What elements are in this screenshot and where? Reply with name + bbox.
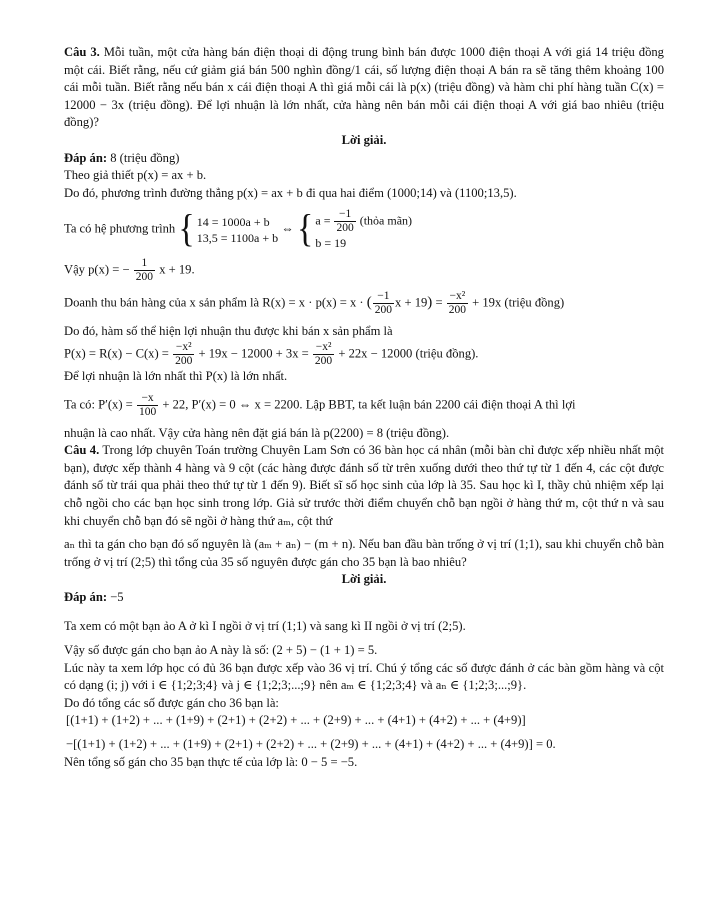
fraction-den: 200 <box>448 304 466 317</box>
fraction-num: −x <box>137 392 158 406</box>
fraction-num: −x² <box>313 341 334 355</box>
profit-fraction-1 <box>173 341 194 368</box>
profit-pre: P(x) = R(x) − C(x) = <box>64 346 169 361</box>
q3-line-result <box>64 257 664 284</box>
profit-mid: + 19x − 12000 + 3x = <box>198 346 309 361</box>
fraction-den: 200 <box>374 304 392 317</box>
right-brace: { <box>297 207 314 251</box>
document-page <box>64 44 664 771</box>
result-fraction <box>134 257 155 284</box>
fraction-num: 1 <box>134 257 155 271</box>
question-3 <box>64 44 664 132</box>
question-4-text-1: Trong lớp chuyên Toán trường Chuyên Lam Sơn có 36 bàn học cá nhân (mỗi bàn chỉ được xếp nhiều nhất một bạn), được xếp thành 4 hàng và 9 cột (các hàng được đánh số từ trên xuống dưới theo thứ tự từ 1 đến 4, các cột được đánh số từ trái qua phải theo thứ tự từ 1 đến 9). Biết sĩ số học sinh của lớp là 35. Sau học kì I, thầy chủ nhiệm xếp lại chỗ ngồi cho các bạn học sinh trong lớp. Giả sử trước thời điểm chuyển chỗ bạn ngồi ở hàng thứ m, cột thứ n và sau khi chuyển chỗ bạn đó sẽ ngồi ở hàng thứ aₘ, cột thứ <box>64 443 664 528</box>
q4-sum-line-1: [(1+1) + (1+2) + ... + (1+9) + (2+1) + (2+2) + ... + (2+9) + ... + (4+1) + (4+2) + ... + (4+9)] <box>66 713 526 728</box>
revenue-post: + 19x (triệu đồng) <box>472 295 565 310</box>
answer-3 <box>64 150 664 168</box>
question-4-label: Câu 4. <box>64 443 100 458</box>
fraction-num: −x² <box>173 341 194 355</box>
question-4-text-2: aₙ thì ta gán cho bạn đó số nguyên là (aₘ + aₙ) − (m + n). Nếu ban đầu bàn trống ở vị trí (1;1), sau khi chuyển chỗ bàn trống ở vị trí (2;5) thì tổng của 35 số nguyên được gán cho 35 bạn là bao nhiêu? <box>64 537 664 569</box>
q4-line-virtual-value: Vậy số được gán cho bạn ảo A này là số: (2 + 5) − (1 + 1) = 5. <box>64 643 378 658</box>
paren-close: ) <box>427 294 433 311</box>
derivative-pre: Ta có: P′(x) = <box>64 396 133 411</box>
q4-sum-line-2: −[(1+1) + (1+2) + ... + (1+9) + (2+1) + (2+2) + ... + (2+9) + ... + (4+1) + (4+2) + ... + (4+9)] = 0. <box>66 737 556 752</box>
equals-sign: = <box>435 295 443 310</box>
solution-b: b = 19 <box>315 236 347 251</box>
answer-3-value: 8 (triệu đồng) <box>110 150 180 165</box>
q3-line-max: Để lợi nhuận là lớn nhất thì P(x) là lớn nhất. <box>64 368 288 383</box>
q3-line-conclusion: nhuận là cao nhất. Vậy cửa hàng nên đặt giá bán là p(2200) = 8 (triệu đồng). <box>64 425 450 440</box>
profit-fraction-2 <box>313 341 334 368</box>
solution-title-3: Lời giải. <box>341 132 387 147</box>
question-3-text: Mỗi tuần, một cửa hàng bán điện thoại di động trung bình bán được 1000 điện thoại A với giá 14 triệu đồng một cái. Biết rằng, nếu cứ giảm giá bán 500 nghìn đồng/1 cái, số lượng điện thoại A bán ra sẽ tăng thêm khoảng 100 cái mỗi tuần. Biết rằng nếu bán x cái điện thoại A thì giá mỗi cái là p(x) (triệu đồng) và hàm chi phí hàng tuần C(x) = 12000 − 3x (triệu đồng). Để lợi nhuận là lớn nhất, cửa hàng nên bán mỗi cái điện thoại A với giá bao nhiêu (triệu đồng)? <box>64 45 664 130</box>
fraction-den: 200 <box>336 222 354 235</box>
q3-line-revenue <box>64 290 664 317</box>
result-lhs: Vậy p(x) = − <box>64 262 130 277</box>
fraction-num: −1 <box>373 290 394 304</box>
fraction-num: −1 <box>334 208 355 222</box>
revenue-fraction-2 <box>447 290 468 317</box>
fraction-den: 200 <box>175 354 193 367</box>
q4-line-virtual: Ta xem có một bạn ảo A ở kì I ngồi ở vị trí (1;1) và sang kì II ngồi ở vị trí (2;5). <box>64 619 466 634</box>
derivative-post: + 22, P′(x) = 0 ⇔ x = 2200. Lập BBT, ta kết luận bán 2200 cái điện thoại A thì lợi <box>162 396 576 411</box>
system-eq2: 13,5 = 1100a + b <box>196 230 279 245</box>
q3-line-profit-intro: Do đó, hàm số thể hiện lợi nhuận thu được khi bán x sản phẩm là <box>64 324 393 339</box>
solution-a-note: (thỏa mãn) <box>359 213 413 228</box>
q4-line-full-class: Lúc này ta xem lớp học có đủ 36 bạn được xếp vào 36 vị trí. Chú ý tổng các số được đánh ở các bàn gồm hàng và cột có dạng (i; j) với i ∈ {1;2;3;4} và j ∈ {1;2;3;...;9} nên aₘ ∈ {1;2;3;4} và aₙ ∈ {1;2;3;...;9}. <box>64 660 664 693</box>
fraction-num: −x² <box>447 290 468 304</box>
solution-a-fraction <box>334 208 355 235</box>
revenue-fraction-1 <box>373 290 394 317</box>
fraction-den: 100 <box>138 405 157 418</box>
equivalence-arrow: ⇔ <box>281 221 294 236</box>
q3-system <box>64 208 664 251</box>
system-intro: Ta có hệ phương trình <box>64 221 176 236</box>
system-eq1: 14 = 1000a + b <box>196 214 270 229</box>
result-rhs: x + 19. <box>159 262 195 277</box>
q3-line-assumption: Theo giả thiết p(x) = ax + b. <box>64 168 207 183</box>
system-left <box>178 207 279 251</box>
revenue-mid: x + 19 <box>395 295 428 310</box>
q3-line-derivative <box>64 392 664 419</box>
answer-4 <box>64 589 664 607</box>
solution-title-4: Lời giải. <box>341 572 387 587</box>
profit-post: + 22x − 12000 (triệu đồng). <box>338 346 479 361</box>
answer-4-value: −5 <box>110 589 124 604</box>
question-4 <box>64 442 664 530</box>
question-3-label: Câu 3. <box>64 45 100 59</box>
solution-a-lhs: a = <box>315 213 331 228</box>
answer-4-label: Đáp án: <box>64 589 108 604</box>
q3-line-profit <box>64 341 664 368</box>
q4-line-sum-intro: Do đó tổng các số được gán cho 36 bạn là: <box>64 695 279 710</box>
left-brace: { <box>178 207 195 251</box>
derivative-fraction <box>137 392 158 419</box>
q4-line-final: Nên tổng số gán cho 35 bạn thực tế của lớp là: 0 − 5 = −5. <box>64 754 358 769</box>
q3-line-points: Do đó, phương trình đường thẳng p(x) = ax + b đi qua hai điểm (1000;14) và (1100;13,5). <box>64 185 517 200</box>
fraction-den: 200 <box>135 271 154 284</box>
fraction-den: 200 <box>314 354 333 367</box>
paren-open: ( <box>366 294 372 311</box>
revenue-pre: Doanh thu bán hàng của x sản phẩm là R(x) = x · p(x) = x · <box>64 295 364 310</box>
system-right <box>297 208 412 251</box>
answer-3-label: Đáp án: <box>64 150 108 165</box>
